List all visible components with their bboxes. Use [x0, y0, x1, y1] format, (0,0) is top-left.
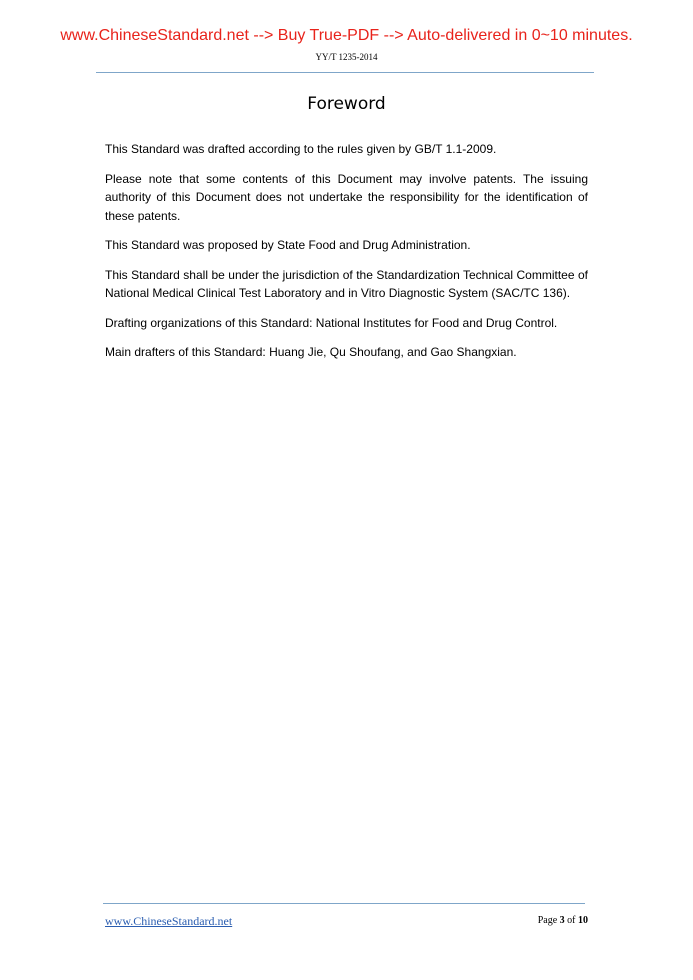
paragraph-drafting-organizations: Drafting organizations of this Standard: National Institutes for Food and Drug Control. — [105, 315, 558, 330]
paragraph-proposed-by: This Standard was proposed by State Food and Drug Administration. — [105, 238, 471, 252]
footer-website-link[interactable]: www.ChineseStandard.net — [105, 914, 233, 928]
page-of: of — [567, 915, 576, 926]
paragraph-patent-notice: Please note that some contents of this Document may involve patents. The issuing authority of this Document does not undertake the responsibility for the identification of these patents. — [105, 171, 588, 223]
foreword-body — [105, 140, 588, 373]
paragraph-jurisdiction: This Standard shall be under the jurisdiction of the Standardization Technical Committee of National Medical Clinical Test Laboratory and in Vitro Diagnostic System (SAC/TC 136). — [105, 267, 588, 300]
document-code: YY/T 1235-2014 — [315, 52, 378, 62]
header-divider — [96, 72, 594, 73]
page-label: Page — [537, 915, 558, 926]
page-current: 3 — [559, 915, 565, 926]
page-title: Foreword — [307, 94, 386, 114]
paragraph-drafting-rules: This Standard was drafted according to the rules given by GB/T 1.1-2009. — [105, 142, 497, 156]
paragraph-main-drafters: Main drafters of this Standard: Huang Jie, Qu Shoufang, and Gao Shangxian. — [105, 345, 517, 359]
page-total: 10 — [578, 915, 588, 926]
page-number — [538, 915, 588, 926]
top-banner-link[interactable]: www.ChineseStandard.net --> Buy True-PDF --> Auto-delivered in 0~10 minutes. — [60, 27, 633, 44]
footer-divider — [103, 903, 585, 904]
